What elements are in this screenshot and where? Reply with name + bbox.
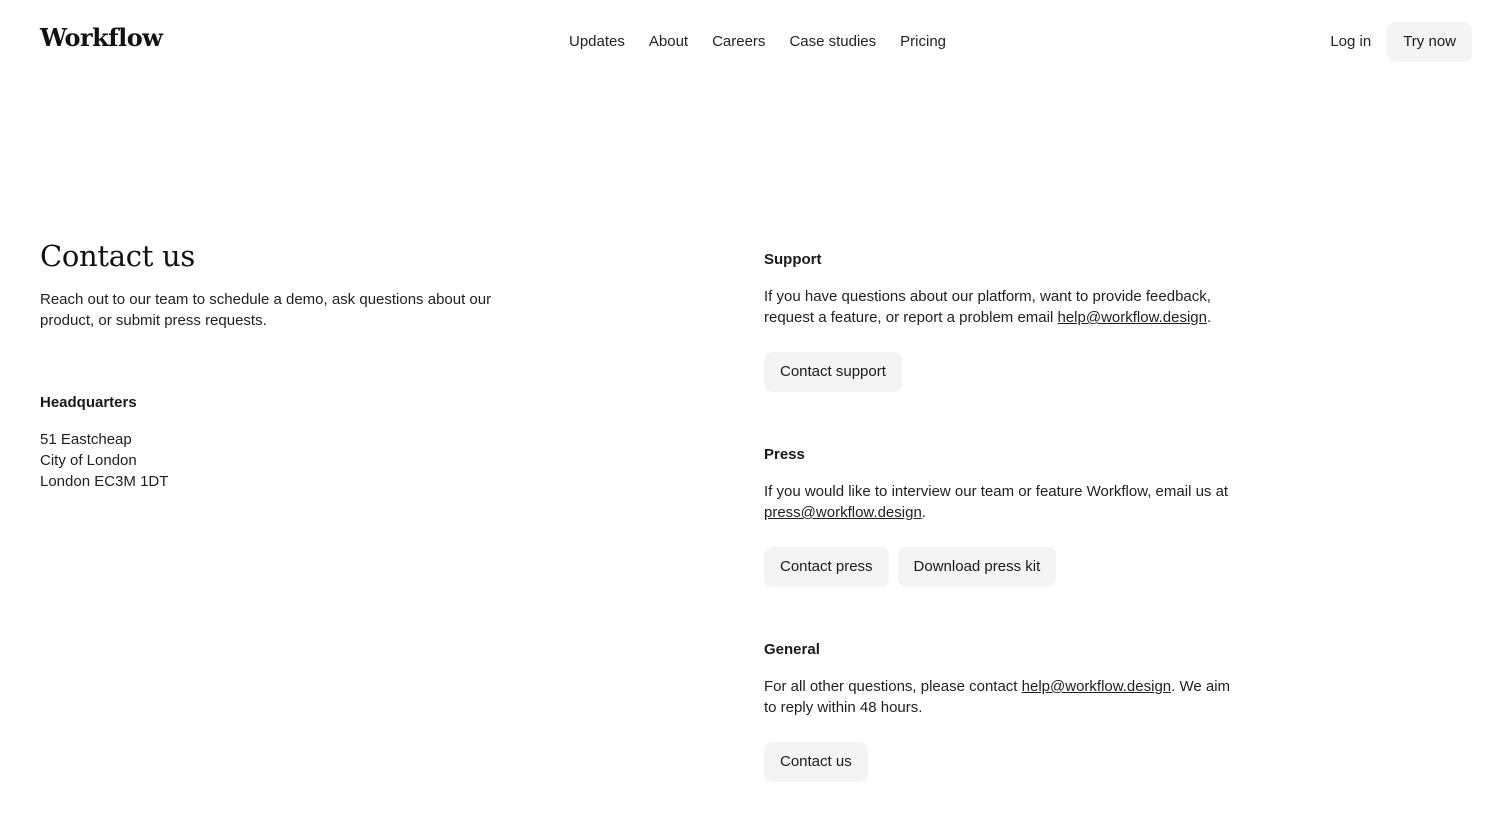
- support-text-tail: .: [1206, 309, 1212, 326]
- general-section: [764, 639, 1234, 782]
- main-nav: [557, 22, 958, 62]
- nav-link-careers[interactable]: Careers: [712, 33, 766, 50]
- top-navigation-bar: [0, 0, 1512, 82]
- support-email-link[interactable]: help@workflow.design: [1057, 309, 1207, 326]
- support-section: [764, 249, 1234, 392]
- general-text-lead: For all other questions, please contact: [764, 678, 1022, 695]
- general-text: [764, 676, 1234, 718]
- try-now-button[interactable]: Try now: [1387, 22, 1472, 62]
- nav-link-about[interactable]: About: [648, 33, 689, 50]
- contact-support-button[interactable]: Contact support: [764, 352, 902, 392]
- support-heading: Support: [764, 251, 822, 268]
- press-section: [764, 444, 1234, 587]
- address-line-city: City of London: [40, 452, 137, 469]
- nav-link-updates[interactable]: Updates: [569, 33, 625, 50]
- nav-link-case-studies[interactable]: Case studies: [789, 33, 877, 50]
- general-text-tail: . We aim to reply within 48 hours.: [764, 678, 1231, 716]
- contact-us-button[interactable]: Contact us: [764, 742, 868, 782]
- press-email-link[interactable]: press@workflow.design: [764, 504, 922, 521]
- general-heading: General: [764, 641, 820, 658]
- intro-text: Reach out to our team to schedule a demo, ask questions about our product, or submit press requests.: [40, 291, 492, 329]
- general-email-link[interactable]: help@workflow.design: [1021, 678, 1172, 695]
- contact-press-button[interactable]: Contact press: [764, 547, 889, 587]
- page-title: Contact us: [40, 239, 195, 273]
- contact-intro-column: [40, 236, 520, 492]
- logo[interactable]: Workflow: [40, 23, 163, 52]
- press-text: [764, 481, 1234, 523]
- nav-link-pricing[interactable]: Pricing: [900, 33, 947, 50]
- general-actions: [764, 742, 1234, 782]
- address-line-street: 51 Eastcheap: [40, 431, 132, 448]
- support-text-lead: If you have questions about our platform, want to provide feedback, request a feature, or report a problem email: [764, 288, 1211, 326]
- press-text-lead: If you would like to interview our team or feature Workflow, email us at: [764, 483, 1229, 500]
- download-press-kit-button[interactable]: Download press kit: [898, 547, 1057, 587]
- press-heading: Press: [764, 446, 805, 463]
- press-actions: [764, 547, 1234, 587]
- support-text: [764, 286, 1234, 328]
- login-link[interactable]: Log in: [1330, 33, 1372, 50]
- press-text-tail: .: [921, 504, 926, 521]
- headquarters-address: [40, 429, 520, 492]
- support-actions: [764, 352, 1234, 392]
- address-line-postcode: London EC3M 1DT: [40, 473, 169, 490]
- headquarters-heading: Headquarters: [40, 394, 137, 411]
- contact-options-column: [764, 249, 1234, 782]
- auth-actions: [1314, 22, 1472, 62]
